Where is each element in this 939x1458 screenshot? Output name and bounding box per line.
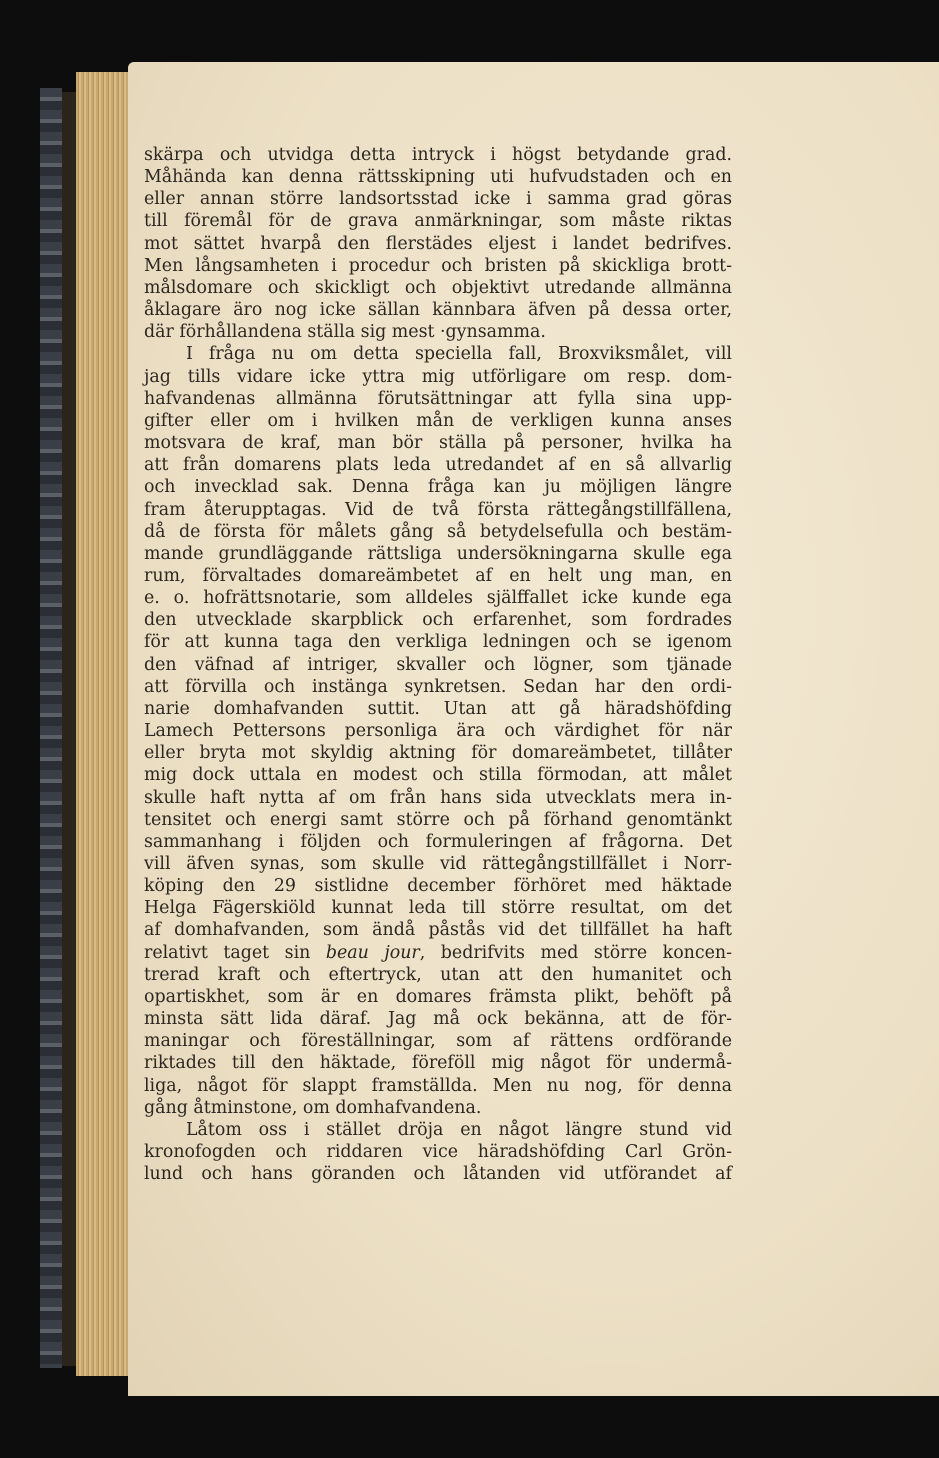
page-edges	[76, 72, 132, 1376]
text-line: gifter eller om i hvilken mån de verkligen kunna anses	[144, 410, 732, 431]
text-line: minsta sätt lida däraf. Jag må ock bekänna, att de för-	[144, 1009, 732, 1030]
text-line: den utvecklade skarpblick och erfarenhet, som fordrades	[144, 610, 732, 631]
text-line: Låtom oss i stället dröja en något längre stund vid	[186, 1119, 732, 1140]
text-line: e. o. hofrättsnotarie, som alldeles själffallet icke kunde ega	[144, 588, 732, 609]
text-line: mot sättet hvarpå den flerstädes eljest i landet bedrifves.	[144, 233, 732, 254]
text-line: åklagare äro nog icke sällan kännbara äfven på dessa orter,	[144, 300, 732, 321]
text-line: motsvara de kraf, man bör ställa på personer, hvilka ha	[144, 433, 732, 454]
text-line: och invecklad sak. Denna fråga kan ju möjligen längre	[144, 477, 732, 498]
text-line: liga, något för slappt framställda. Men nu nog, för denna	[144, 1075, 732, 1096]
text-line: kronofogden och riddaren vice häradshöfding Carl Grön-	[144, 1142, 732, 1163]
text-line: där förhållandena ställa sig mest ·gynsamma.	[144, 322, 546, 343]
text-line: skulle haft nytta af om från hans sida utvecklats mera in-	[144, 787, 732, 808]
text-line: hafvandenas allmänna förutsättningar att fylla sina upp-	[144, 388, 732, 409]
text-line: att från domarens plats leda utredandet af en så allvarlig	[144, 455, 732, 476]
text-line: sammanhang i följden och formuleringen af frågorna. Det	[144, 831, 732, 852]
text-line: den väfnad af intriger, skvaller och lögner, som tjänade	[144, 654, 732, 675]
text-line: I fråga nu om detta speciella fall, Broxviksmålet, vill	[186, 344, 732, 365]
text-line: af domhafvanden, som ändå påstås vid det tillfället ha haft	[144, 920, 732, 941]
text-line: gång åtminstone, om domhafvandena.	[144, 1097, 482, 1118]
text-line: opartiskhet, som är en domares främsta plikt, behöft på	[144, 986, 732, 1007]
text-line: köping den 29 sistlidne december förhöret med häktade	[144, 876, 732, 897]
text-line: Lamech Pettersons personliga ära och värdighet för när	[144, 721, 732, 742]
text-line: fram återupptagas. Vid de två första rättegångstillfällena,	[144, 499, 732, 520]
text-line: tensitet och energi samt större och på förhand genomtänkt	[144, 809, 732, 830]
text-line: för att kunna taga den verkliga ledningen och se igenom	[144, 632, 732, 653]
text-line: lund och hans göranden och låtanden vid utförandet af	[144, 1164, 732, 1185]
text-line: Men långsamheten i procedur och bristen på skickliga brott-	[144, 255, 732, 276]
text-line: mig dock uttala en modest och stilla förmodan, att målet	[144, 765, 732, 786]
text-line: trerad kraft och eftertryck, utan att den humanitet och	[144, 964, 732, 985]
text-line: jag tills vidare icke yttra mig utförligare om resp. dom-	[144, 366, 732, 387]
text-line: eller annan större landsortsstad icke i samma grad göras	[144, 189, 732, 210]
text-line: Måhända kan denna rättsskipning uti hufvudstaden och en	[144, 167, 732, 188]
text-line: att förvilla och instänga synkretsen. Sedan har den ordi-	[144, 676, 732, 697]
text-line: rum, förvaltades domareämbetet af en helt ung man, en	[144, 565, 732, 586]
text-line: målsdomare och skickligt och objektivt utredande allmänna	[144, 277, 732, 298]
text-line: eller bryta mot skyldig aktning för domareämbetet, tillåter	[144, 743, 732, 764]
text-line: maningar och föreställningar, som af rättens ordförande	[144, 1031, 732, 1052]
italic-phrase: beau jour	[325, 942, 420, 963]
text-line: Helga Fägerskiöld kunnat leda till större resultat, om det	[144, 898, 732, 919]
text-line: narie domhafvanden suttit. Utan att gå häradshöfding	[144, 698, 732, 719]
text-line: riktades till den häktade, föreföll mig något för undermå-	[144, 1053, 732, 1074]
text-line: till föremål för de grava anmärkningar, som måste riktas	[144, 211, 732, 232]
binding-edge	[62, 92, 76, 1366]
text-line: skärpa och utvidga detta intryck i högst betydande grad.	[144, 145, 732, 165]
text-line: då de första för målets gång så betydelsefulla och bestäm-	[144, 521, 732, 542]
text-line: vill äfven synas, som skulle vid rättegångstillfället i Norr-	[144, 854, 732, 874]
page-text	[144, 144, 732, 1185]
book-binding	[40, 88, 62, 1368]
text-line: relativt taget sin beau jour, bedrifvits med större koncen-	[144, 942, 732, 963]
text-line: mande grundläggande rättsliga undersökningarna skulle ega	[144, 543, 732, 564]
